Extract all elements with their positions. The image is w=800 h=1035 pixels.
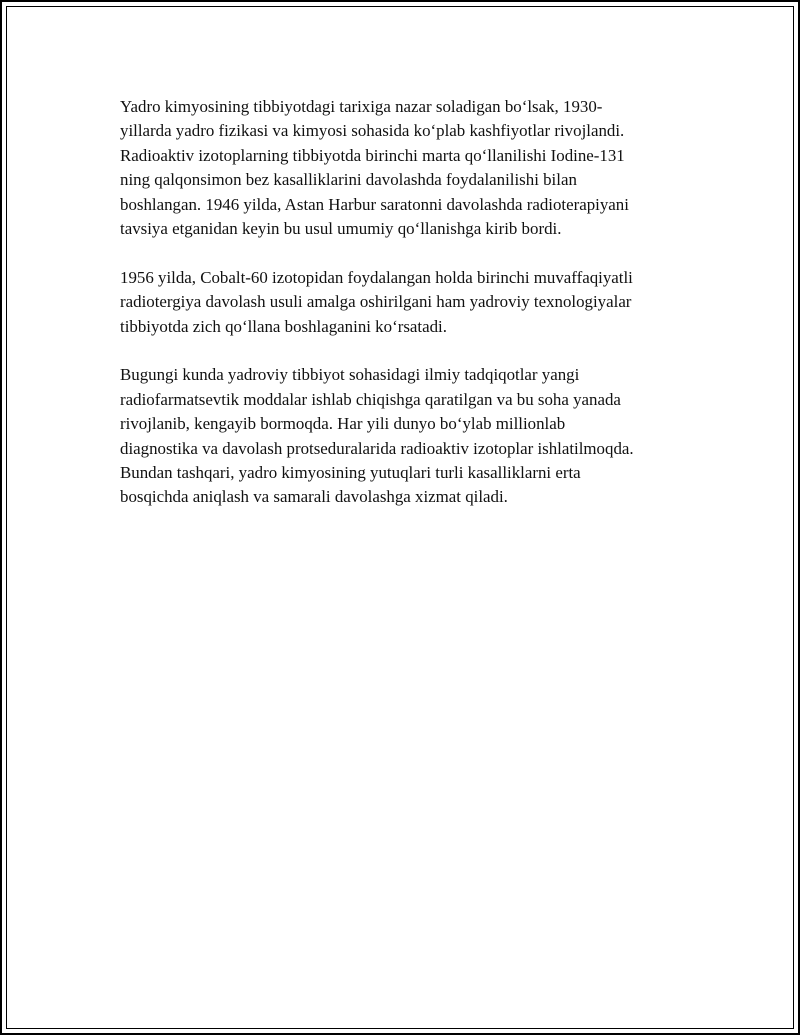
text-line: Yadro kimyosining tibbiyotdagi tarixiga nazar soladigan bo‘lsak, 1930- xyxy=(120,97,603,116)
text-line: ning qalqonsimon bez kasalliklarini davolashda foydalanilishi bilan xyxy=(120,170,577,190)
paragraph-1 xyxy=(120,95,688,241)
document-body xyxy=(120,95,688,534)
text-line: tibbiyotda zich qo‘llana boshlaganini ko‘rsatadi. xyxy=(120,316,447,336)
text-line: bosqichda aniqlash va samarali davolashga xizmat qiladi. xyxy=(120,487,508,507)
text-line: radiotergiya davolash usuli amalga oshirilgani ham yadroviy texnologiyalar xyxy=(120,292,632,312)
text-line: boshlangan. 1946 yilda, Astan Harbur saratonni davolashda radioterapiyani xyxy=(120,194,629,214)
text-line: 1956 yilda, Cobalt-60 izotopidan foydalangan holda birinchi muvaffaqiyatli xyxy=(120,267,633,287)
text-line: diagnostika va davolash protseduralarida radioaktiv izotoplar ishlatilmoqda. xyxy=(120,438,634,458)
text-line: radiofarmatsevtik moddalar ishlab chiqishga qaratilgan va bu soha yanada xyxy=(120,389,621,409)
text-line: Radioaktiv izotoplarning tibbiyotda birinchi marta qo‘llanilishi Iodine-131 xyxy=(120,145,625,165)
paragraph-2 xyxy=(120,266,688,339)
text-line: Bugungi kunda yadroviy tibbiyot sohasidagi ilmiy tadqiqotlar yangi xyxy=(120,365,580,385)
paragraph-3 xyxy=(120,363,688,509)
text-line: tavsiya etganidan keyin bu usul umumiy qo‘llanishga kirib bordi. xyxy=(120,219,562,239)
text-line: rivojlanib, kengayib bormoqda. Har yili dunyo bo‘ylab millionlab xyxy=(120,414,566,434)
text-line: yillarda yadro fizikasi va kimyosi sohasida ko‘plab kashfiyotlar rivojlandi. xyxy=(120,121,625,141)
text-line: Bundan tashqari, yadro kimyosining yutuqlari turli kasalliklarni erta xyxy=(120,463,581,483)
